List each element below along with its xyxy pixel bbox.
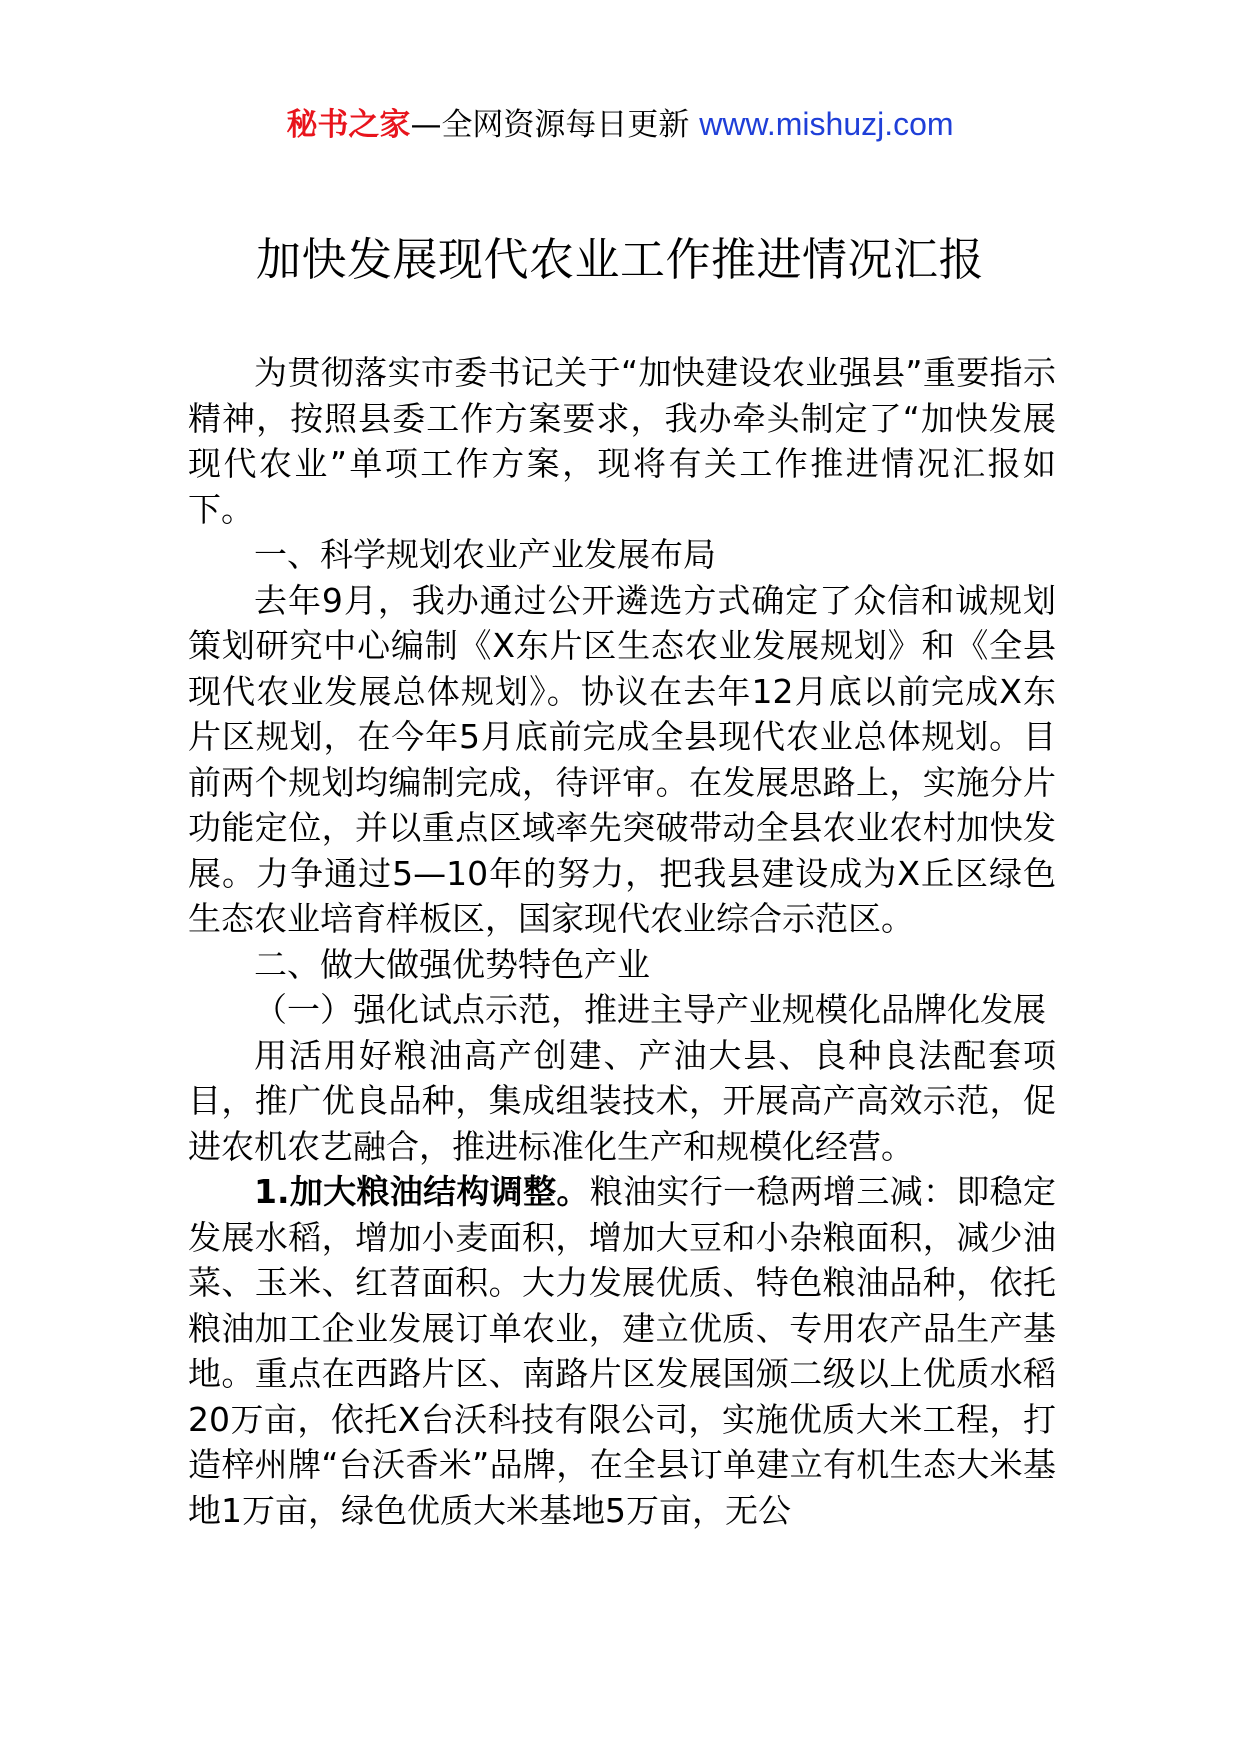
site-header xyxy=(0,104,1240,145)
heading-text: 一、科学规划农业产业发展布局 xyxy=(254,535,716,574)
subsection-heading-1 xyxy=(188,987,1056,1033)
paragraph-text: 去年9月，我办通过公开遴选方式确定了众信和诚规划策划研究中心编制《X东片区生态农业发展规划》和《全县现代农业发展总体规划》。协议在去年12月底以前完成X东片区规划，在今年5月底前完成全县现代农业总体规划。目前两个规划均编制完成，待评审。在发展思路上，实施分片功能定位，并以重点区域率先突破带动全县农业农村加快发展。力争通过5—10年的努力，把我县建设成为X丘区绿色生态农业培育样板区，国家现代农业综合示范区。 xyxy=(188,580,1056,938)
paragraph-intro xyxy=(188,350,1056,532)
heading-text: （一）强化试点示范，推进主导产业规模化品牌化发展 xyxy=(254,990,1046,1029)
section-heading-2 xyxy=(188,942,1056,988)
paragraph-lead: 1.加大粮油结构调整。 xyxy=(254,1172,590,1211)
site-url-link[interactable]: www.mishuzj.com xyxy=(699,106,954,142)
brand-name: 秘书之家 xyxy=(286,107,411,143)
header-tagline: —全网资源每日更新 xyxy=(410,107,700,143)
paragraph-planning xyxy=(188,578,1056,942)
document-body xyxy=(188,350,1056,1533)
document-title: 加快发展现代农业工作推进情况汇报 xyxy=(255,233,984,286)
heading-text: 二、做大做强优势特色产业 xyxy=(254,944,650,984)
paragraph-grain-oil xyxy=(188,1169,1056,1533)
paragraph-demonstration xyxy=(188,1033,1056,1170)
paragraph-text: 粮油实行一稳两增三减：即稳定发展水稻，增加小麦面积，增加大豆和小杂粮面积，减少油菜、玉米、红苕面积。大力发展优质、特色粮油品种，依托粮油加工企业发展订单农业，建立优质、专用农产品生产基地。重点在西路片区、南路片区发展国颁二级以上优质水稻20万亩，依托X台沃科技有限公司，实施优质大米工程，打造梓州牌“台沃香米”品牌，在全县订单建立有机生态大米基地1万亩，绿色优质大米基地5万亩，无公 xyxy=(188,1172,1057,1530)
section-heading-1 xyxy=(188,532,1056,578)
paragraph-text: 为贯彻落实市委书记关于“加快建设农业强县”重要指示精神，按照县委工作方案要求，我办牵头制定了“加快发展现代农业”单项工作方案，现将有关工作推进情况汇报如下。 xyxy=(188,353,1056,529)
paragraph-text: 用活用好粮油高产创建、产油大县、良种良法配套项目，推广优良品种，集成组装技术，开展高产高效示范，促进农机农艺融合，推进标准化生产和规模化经营。 xyxy=(188,1035,1056,1166)
